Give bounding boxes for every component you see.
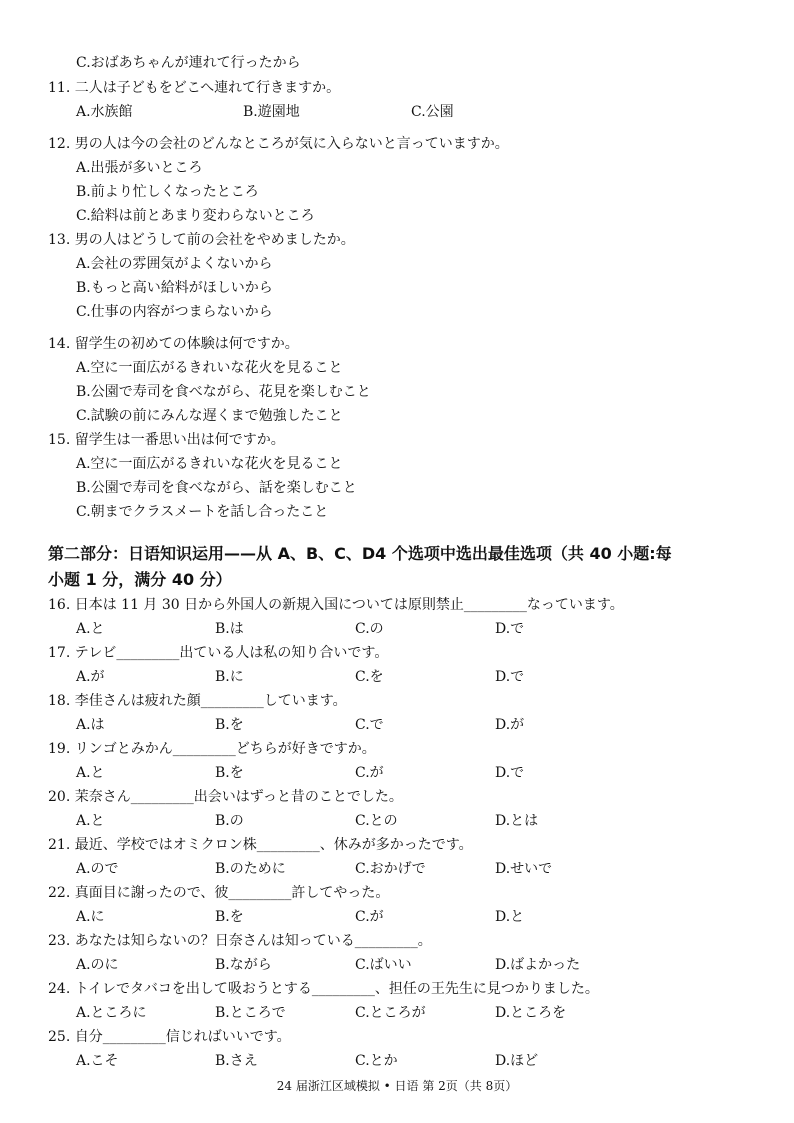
q22-option-d: D.と — [495, 909, 525, 925]
q14-option-a: A.空に一面広がるきれいな花火を見ること — [76, 360, 343, 376]
q12-option-a: A.出張が多いところ — [76, 160, 203, 176]
question-19: 19. リンゴとみかん_________どちらが好きですか。 — [48, 741, 376, 757]
q23-option-a: A.のに — [76, 957, 119, 973]
question-11: 11. 二人は子どもをどこへ連れて行きますか。 — [48, 80, 341, 96]
q13-option-b: B.もっと高い給料がほしいから — [76, 280, 273, 296]
q25-option-a: A.こそ — [76, 1053, 119, 1069]
q24-option-d: D.ところを — [495, 1005, 567, 1021]
q19-option-b: B.を — [215, 765, 244, 781]
q25-option-d: D.ほど — [495, 1053, 539, 1069]
q16-option-c: C.の — [355, 621, 384, 637]
q15-option-c: C.朝までクラスメートを話し合ったこと — [76, 504, 329, 520]
q18-option-d: D.が — [495, 717, 525, 733]
q11-option-c: C.公園 — [411, 104, 454, 120]
q22-option-a: A.に — [76, 909, 105, 925]
question-21: 21. 最近、学校ではオミクロン株_________、休みが多かったです。 — [48, 837, 473, 853]
q20-option-d: D.とは — [495, 813, 539, 829]
q22-option-b: B.を — [215, 909, 244, 925]
q11-option-a: A.水族館 — [76, 104, 133, 120]
page-footer: 24 届浙江区域模拟 • 日语 第 2页（共 8页） — [276, 1079, 518, 1093]
q23-option-b: B.ながら — [215, 957, 272, 973]
q13-option-c: C.仕事の内容がつまらないから — [76, 304, 273, 320]
q16-option-a: A.と — [76, 621, 105, 637]
section-heading-line-1: 第二部分：日语知识运用——从 A、B、C、D4 个选项中选出最佳选项（共 40 小题:每 — [48, 544, 672, 563]
question-20: 20. 茉奈さん_________出会いはずっと昔のことでした。 — [48, 789, 403, 805]
q19-option-c: C.が — [355, 765, 384, 781]
q24-option-a: A.ところに — [76, 1005, 147, 1021]
q19-option-a: A.と — [76, 765, 105, 781]
question-13: 13. 男の人はどうして前の会社をやめましたか。 — [48, 232, 355, 248]
q19-option-d: D.で — [495, 765, 525, 781]
q14-option-c: C.試験の前にみんな遅くまで勉強したこと — [76, 408, 343, 424]
question-16: 16. 日本は 11 月 30 日から外国人の新規入国については原則禁止_________なっています。 — [48, 597, 624, 613]
q11-option-b: B.遊園地 — [243, 104, 300, 120]
q14-option-b: B.公園で寿司を食べながら、花見を楽しむこと — [76, 384, 371, 400]
q16-option-d: D.で — [495, 621, 525, 637]
q13-option-a: A.会社の雰囲気がよくないから — [76, 256, 273, 272]
q18-option-c: C.で — [355, 717, 384, 733]
q12-option-c: C.給料は前とあまり変わらないところ — [76, 208, 315, 224]
q21-option-b: B.のために — [215, 861, 286, 877]
q21-option-a: A.ので — [76, 861, 119, 877]
q24-option-c: C.ところが — [355, 1005, 426, 1021]
q17-option-d: D.で — [495, 669, 525, 685]
question-17: 17. テレビ_________出ている人は私の知り合いです。 — [48, 645, 389, 661]
question-14: 14. 留学生の初めての体験は何ですか。 — [48, 336, 299, 352]
q18-option-a: A.は — [76, 717, 105, 733]
q12-option-b: B.前より忙しくなったところ — [76, 184, 259, 200]
q25-option-c: C.とか — [355, 1053, 398, 1069]
q17-option-a: A.が — [76, 669, 105, 685]
section-heading-line-2: 小题 1 分，满分 40 分） — [48, 570, 232, 589]
q17-option-c: C.を — [355, 669, 384, 685]
q16-option-b: B.は — [215, 621, 244, 637]
question-25: 25. 自分_________信じればいいです。 — [48, 1029, 291, 1045]
q18-option-b: B.を — [215, 717, 244, 733]
option-c-q10: C.おばあちゃんが連れて行ったから — [76, 55, 301, 71]
question-18: 18. 李佳さんは疲れた顔_________しています。 — [48, 693, 347, 709]
q21-option-d: D.せいで — [495, 861, 553, 877]
q23-option-c: C.ばいい — [355, 957, 412, 973]
q17-option-b: B.に — [215, 669, 244, 685]
q20-option-c: C.との — [355, 813, 398, 829]
q22-option-c: C.が — [355, 909, 384, 925]
q24-option-b: B.ところで — [215, 1005, 286, 1021]
question-12: 12. 男の人は今の会社のどんなところが気に入らないと言っていますか。 — [48, 136, 509, 152]
q25-option-b: B.さえ — [215, 1053, 258, 1069]
q23-option-d: D.ばよかった — [495, 957, 581, 973]
question-22: 22. 真面目に謝ったので、彼_________許してやった。 — [48, 885, 390, 901]
question-24: 24. トイレでタバコを出して吸おうとする_________、担任の王先生に見つかりました。 — [48, 981, 599, 997]
question-23: 23. あなたは知らないの？日奈さんは知っている_________。 — [48, 933, 432, 949]
q15-option-b: B.公園で寿司を食べながら、話を楽しむこと — [76, 480, 357, 496]
q20-option-b: B.の — [215, 813, 244, 829]
q21-option-c: C.おかげで — [355, 861, 426, 877]
question-15: 15. 留学生は一番思い出は何ですか。 — [48, 432, 285, 448]
q15-option-a: A.空に一面広がるきれいな花火を見ること — [76, 456, 343, 472]
q20-option-a: A.と — [76, 813, 105, 829]
